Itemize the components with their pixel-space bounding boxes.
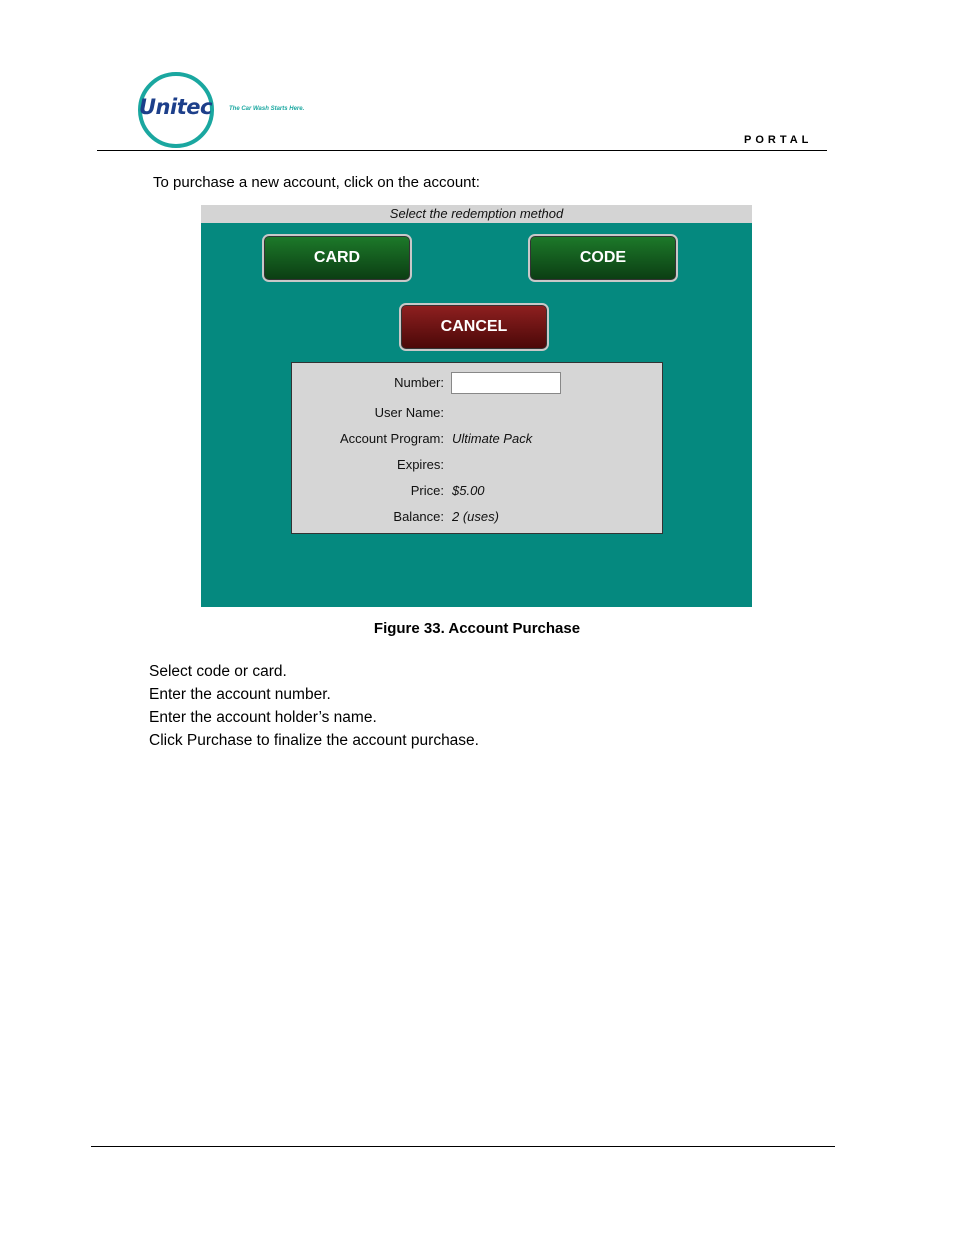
expires-label: Expires: xyxy=(397,457,444,472)
step-item: Enter the account number. xyxy=(149,686,331,703)
user-name-row xyxy=(292,405,664,425)
price-label: Price: xyxy=(410,483,444,498)
account-program-label: Account Program: xyxy=(339,431,444,446)
card-button[interactable]: CARD xyxy=(262,234,412,282)
logo-text: Unitec xyxy=(139,95,212,119)
number-input[interactable] xyxy=(451,372,561,394)
logo-tagline: The Car Wash Starts Here. xyxy=(229,106,305,112)
step-item: Select code or card. xyxy=(149,663,287,680)
code-button[interactable]: CODE xyxy=(528,234,678,282)
account-purchase-screen xyxy=(201,205,752,607)
account-details-panel xyxy=(291,362,663,534)
balance-value: 2 (uses) xyxy=(452,509,499,524)
price-row xyxy=(292,483,664,503)
section-title: PORTAL xyxy=(744,134,813,146)
price-value: $5.00 xyxy=(452,483,485,498)
step-item: Click Purchase to finalize the account purchase. xyxy=(149,732,479,749)
user-name-label: User Name: xyxy=(374,405,444,420)
balance-label: Balance: xyxy=(393,509,444,524)
step-item: Enter the account holder’s name. xyxy=(149,709,377,726)
number-label: Number: xyxy=(394,375,444,390)
account-program-row xyxy=(292,431,664,451)
balance-row xyxy=(292,509,664,529)
footer-divider xyxy=(91,1146,835,1147)
intro-text: To purchase a new account, click on the account: xyxy=(153,174,480,191)
account-program-value: Ultimate Pack xyxy=(452,431,533,446)
figure-caption: Figure 33. Account Purchase xyxy=(373,620,581,637)
expires-row xyxy=(292,457,664,477)
cancel-button[interactable]: CANCEL xyxy=(399,303,549,351)
screen-header: Select the redemption method xyxy=(201,205,752,223)
header-divider xyxy=(97,150,827,151)
instruction-steps xyxy=(149,660,479,752)
